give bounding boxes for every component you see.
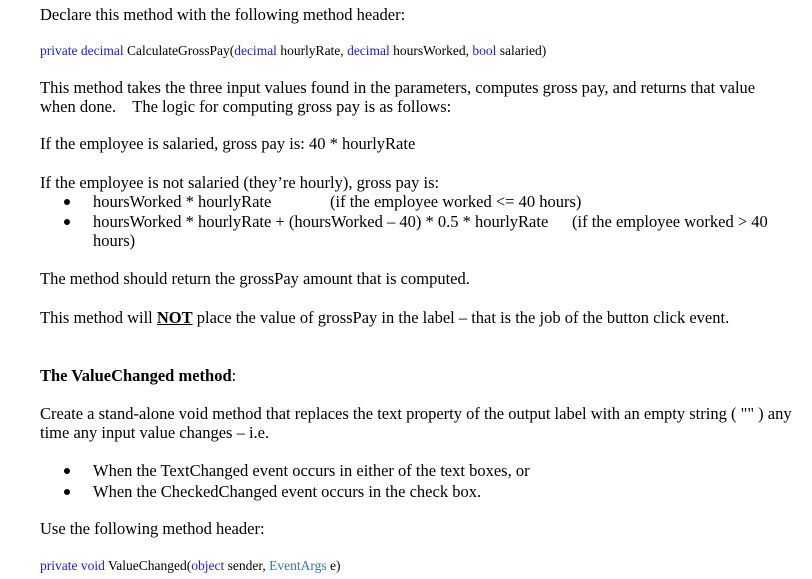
keyword-object: object (191, 558, 225, 573)
value-changed-desc-line-2: time any input value changes – i.e. (40, 423, 270, 442)
hourly-formula-2: hoursWorked * hourlyRate + (hoursWorked – 40) * 0.5 * hourlyRate (93, 212, 549, 231)
declare-instruction: Declare this method with the following method header: (40, 5, 406, 24)
bullet-dot (64, 489, 70, 495)
value-changed-heading-colon: : (231, 366, 237, 385)
method-name-2: ValueChanged( (108, 558, 192, 573)
keyword-void: void (80, 558, 105, 573)
checked-changed-bullet: When the CheckedChanged event occurs in the check box. (93, 482, 482, 501)
hourly-intro: If the employee is not salaried (they’re hourly), gross pay is: (40, 173, 440, 192)
value-changed-desc-line-1: Create a stand-alone void method that replaces the text property of the output label with an empty string ( "" ) any (40, 404, 792, 423)
param-hourly-rate: hourlyRate, (280, 43, 344, 58)
hourly-condition-2: (if the employee worked > 40 (572, 212, 768, 231)
keyword-private: private (40, 43, 78, 58)
use-header-instruction: Use the following method header: (40, 519, 265, 538)
param-e: e) (329, 558, 341, 573)
salaried-rule: If the employee is salaried, gross pay is: 40 * hourlyRate (40, 134, 416, 153)
text-changed-bullet: When the TextChanged event occurs in either of the text boxes, or (93, 461, 530, 480)
param-hours-worked: hoursWorked, (393, 43, 469, 58)
description-line-1: This method takes the three input values found in the parameters, computes gross pay, and returns that value (40, 78, 756, 97)
bullet-dot (64, 199, 70, 205)
description-line-2: when done. The logic for computing gross pay is as follows: (40, 97, 452, 116)
method-header-calculate-gross-pay (40, 41, 546, 60)
keyword-decimal-param2: decimal (347, 43, 390, 58)
type-event-args: EventArgs (269, 558, 327, 573)
not-line-after: place the value of grossPay in the label – that is the job of the button click event. (192, 308, 730, 327)
param-sender: sender, (227, 558, 266, 573)
hourly-formula-1: hoursWorked * hourlyRate (93, 192, 272, 211)
keyword-decimal: decimal (80, 43, 124, 58)
hourly-condition-2-continued: hours) (93, 231, 136, 250)
bullet-dot (64, 468, 70, 474)
keyword-decimal-param: decimal (234, 43, 277, 58)
method-header-value-changed (40, 556, 340, 575)
value-changed-heading (40, 366, 236, 385)
not-line-before: This method will (40, 308, 157, 327)
bullet-dot (64, 219, 70, 225)
not-emphasis: NOT (156, 308, 193, 327)
value-changed-heading-bold: The ValueChanged method (40, 366, 232, 385)
keyword-bool: bool (472, 43, 497, 58)
keyword-private-2: private (40, 558, 78, 573)
method-name: CalculateGrossPay( (126, 43, 235, 58)
hourly-condition-1: (if the employee worked <= 40 hours) (330, 192, 582, 211)
not-placement-line (40, 308, 729, 327)
return-line: The method should return the grossPay amount that is computed. (40, 269, 470, 288)
param-salaried: salaried) (499, 43, 547, 58)
